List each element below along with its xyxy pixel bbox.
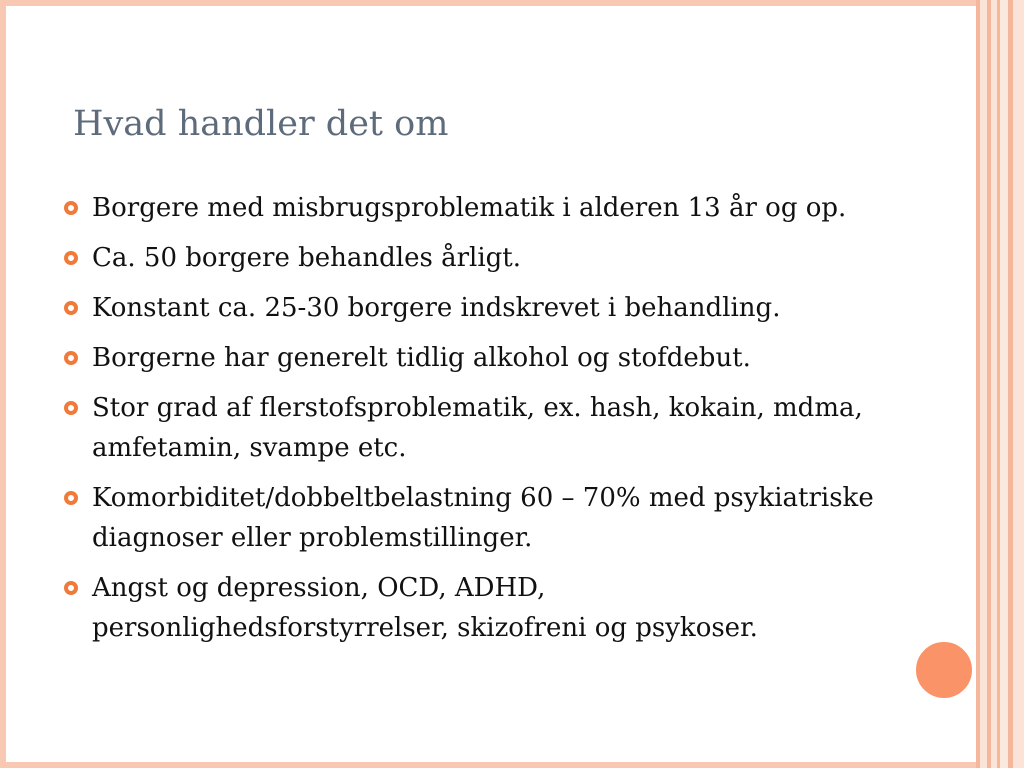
decorative-stripe [1000, 0, 1008, 768]
circle-bullet-icon [64, 581, 78, 595]
bullet-text: Stor grad af flerstofsproblematik, ex. hash, kokain, mdma, amfetamin, svampe etc. [92, 393, 863, 463]
bullet-item [62, 568, 882, 648]
bullet-text: Konstant ca. 25-30 borgere indskrevet i behandling. [92, 293, 781, 323]
bullet-text: Borgere med misbrugsproblematik i alderen 13 år og op. [92, 193, 847, 223]
circle-bullet-icon [64, 351, 78, 365]
bullet-list [62, 188, 882, 658]
decorative-stripe [1013, 0, 1024, 768]
bullet-text: Borgerne har generelt tidlig alkohol og stofdebut. [92, 343, 751, 373]
bullet-item [62, 238, 882, 278]
bullet-text: Ca. 50 borgere behandles årligt. [92, 243, 521, 273]
bullet-item [62, 338, 882, 378]
circle-bullet-icon [64, 201, 78, 215]
bullet-item [62, 388, 882, 468]
circle-bullet-icon [64, 401, 78, 415]
slide-title: Hvad handler det om [73, 104, 449, 144]
decorative-stripe [980, 0, 987, 768]
circle-bullet-icon [64, 301, 78, 315]
bullet-text: Angst og depression, OCD, ADHD, personlighedsforstyrrelser, skizofreni og psykoser. [92, 573, 758, 643]
bullet-item [62, 478, 882, 558]
bullet-item [62, 188, 882, 228]
bullet-text: Komorbiditet/dobbeltbelastning 60 – 70% med psykiatriske diagnoser eller problemstillinger. [92, 483, 874, 553]
bullet-item [62, 288, 882, 328]
orange-circle-decoration [913, 639, 975, 701]
circle-bullet-icon [64, 251, 78, 265]
circle-bullet-icon [64, 491, 78, 505]
